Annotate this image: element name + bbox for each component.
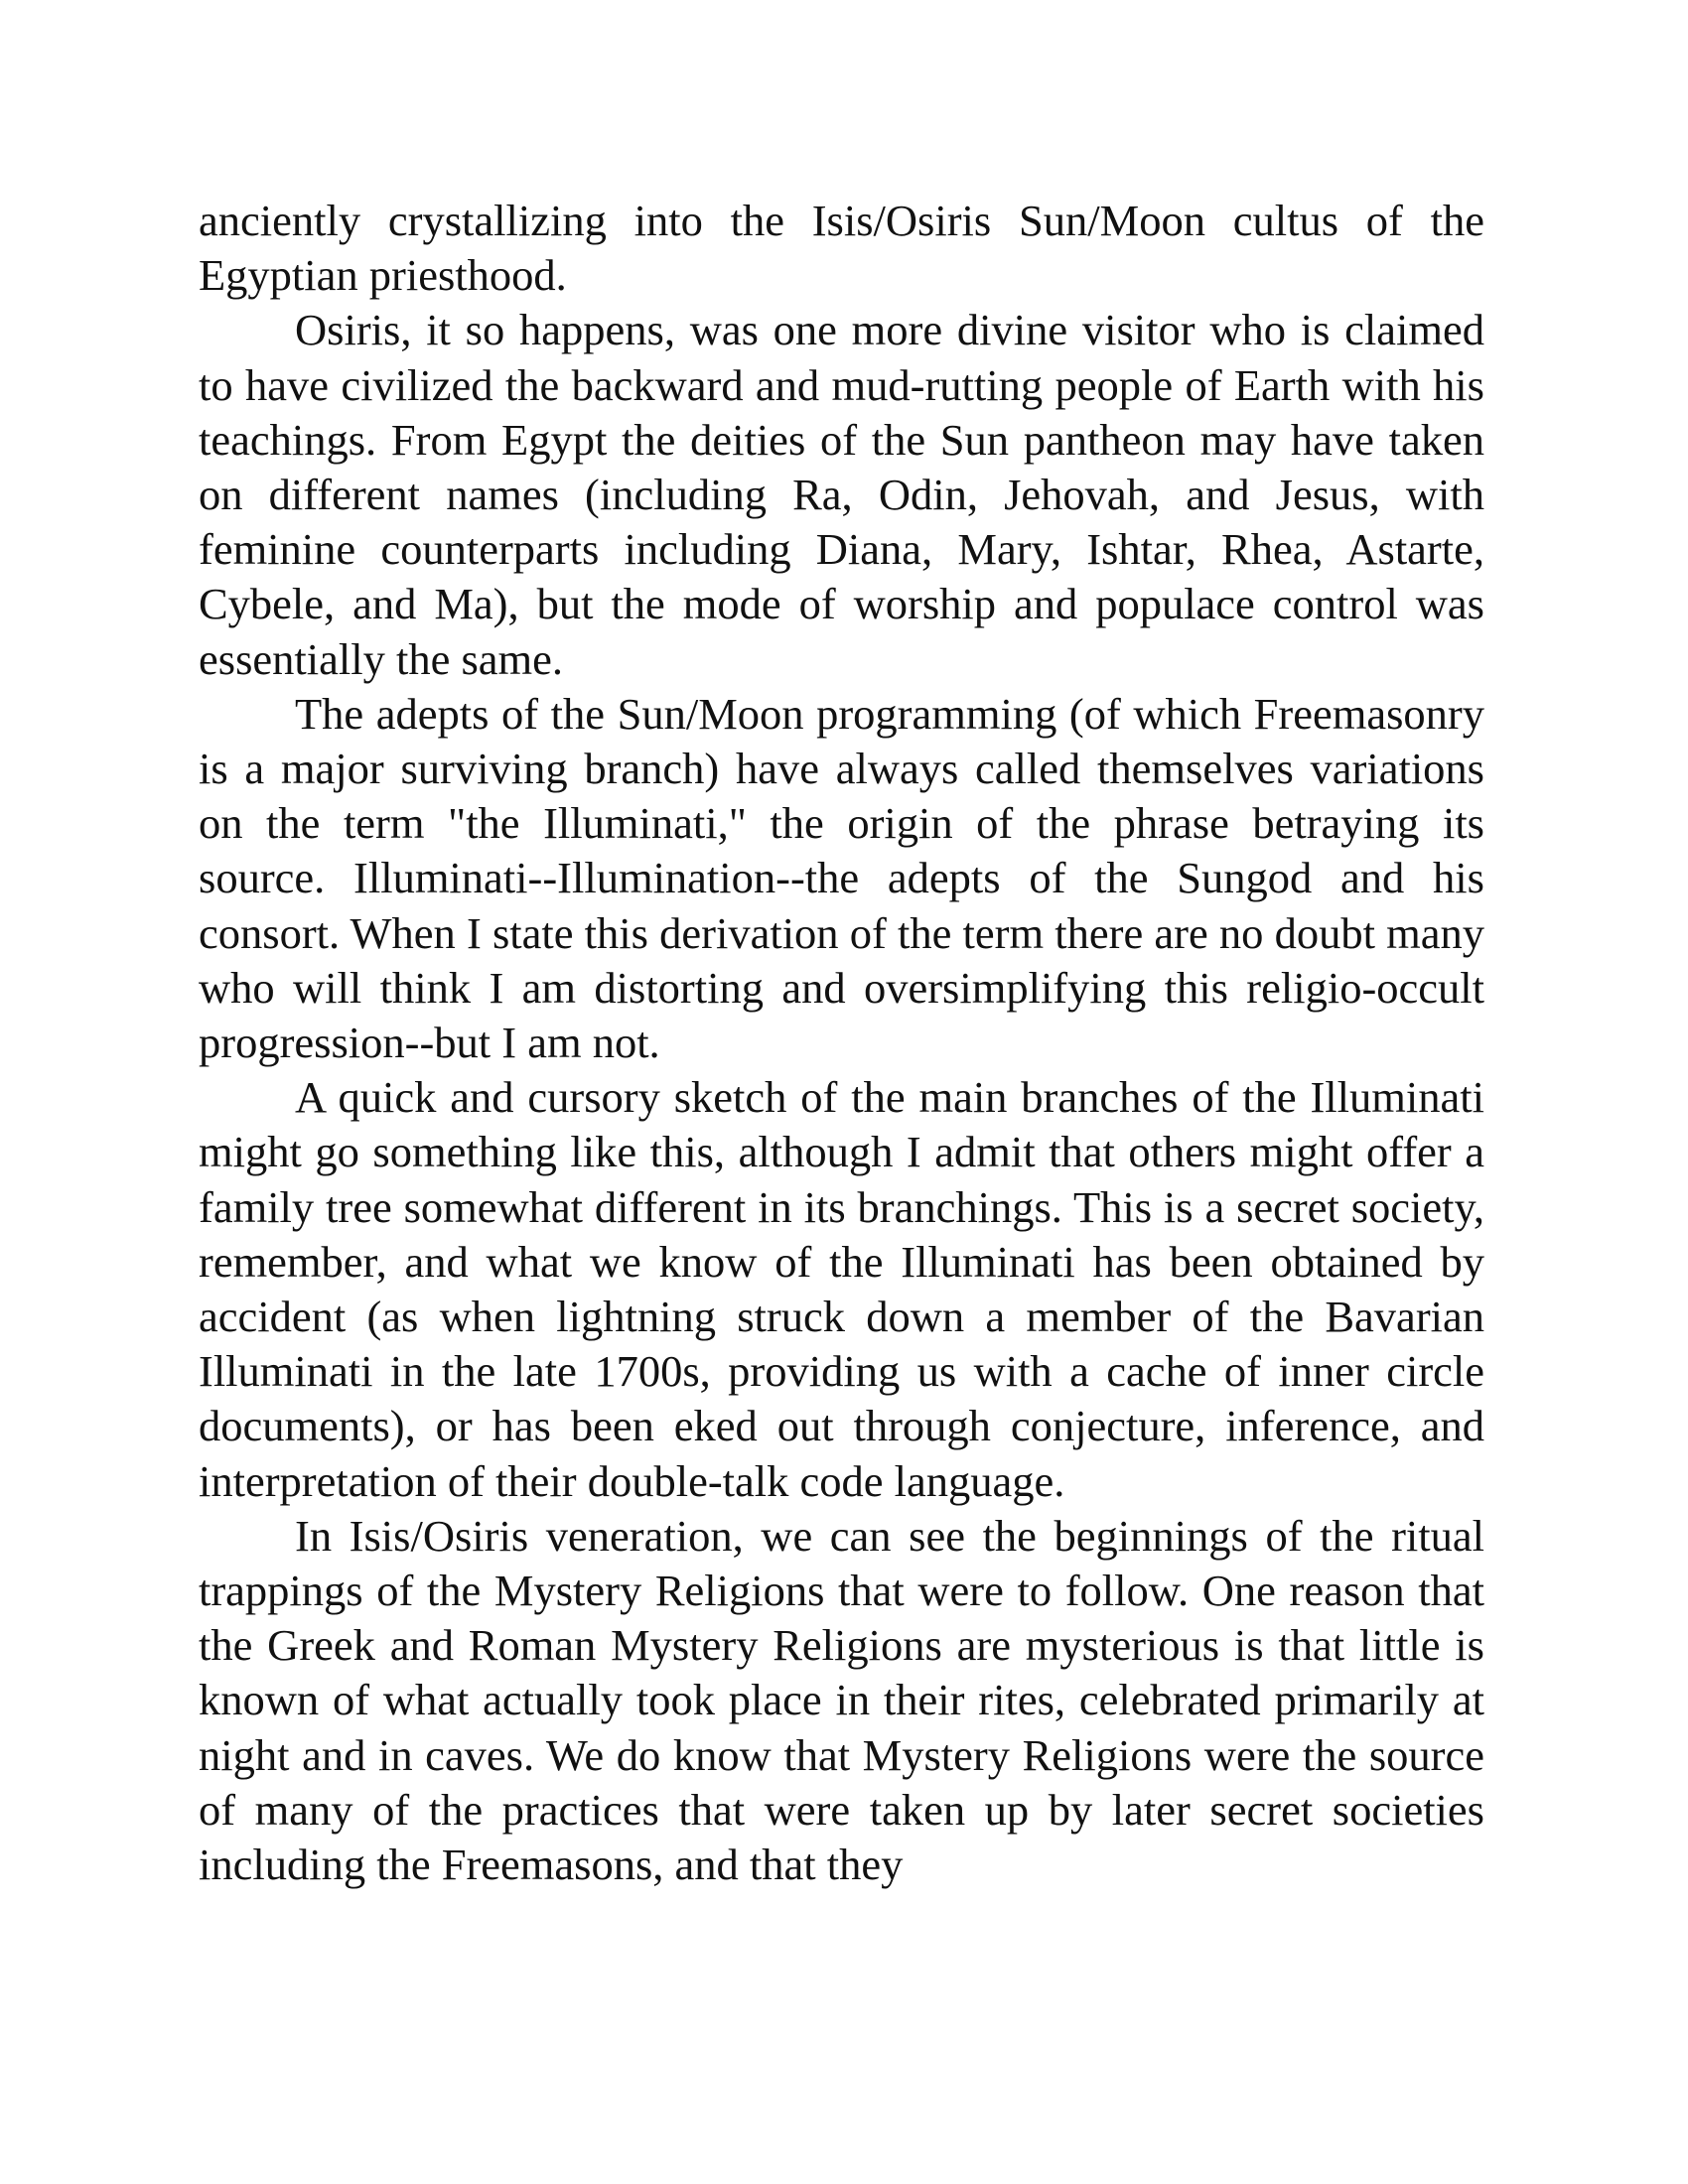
paragraph-illuminati-branches: A quick and cursory sketch of the main branches of the Illuminati might go something like this, although I admit that others might offer a family tree somewhat different in its branchings. This is a secret society, remember, and what we know of the Illuminati has been obtained by accident (as when lightning struck down a member of the Bavarian Illuminati in the late 1700s, providing us with a cache of inner circle documents), or has been eked out through conjecture, inference, and interpretation of their double-talk code language.: [199, 1072, 1484, 1506]
paragraph-illuminati-term: The adepts of the Sun/Moon programming (of which Freemasonry is a major surviving branch) have always called themselves variations on the term "the Illuminati," the origin of the phrase betraying its source. Illuminati--Illumination--the adepts of the Sungod and his consort. When I state this derivation of the term there are no doubt many who will think I am distorting and oversimplifying this religio-occult progression--but I am not.: [199, 688, 1484, 1068]
paragraph-mystery-religions: In Isis/Osiris veneration, we can see the beginnings of the ritual trappings of the Mystery Religions that were to follow. One reason that the Greek and Roman Mystery Religions are mysterious is that little is known of what actually took place in their rites, celebrated primarily at night and in caves. We do know that Mystery Religions were the source of many of the practices that were taken up by later secret societies including the Freemasons, and that they: [199, 1510, 1484, 1890]
paragraph-continuation: anciently crystallizing into the Isis/Osiris Sun/Moon cultus of the Egyptian priesthood.: [199, 196, 1484, 301]
document-page: [199, 194, 1484, 1892]
paragraph-osiris: Osiris, it so happens, was one more divine visitor who is claimed to have civilized the backward and mud-rutting people of Earth with his teachings. From Egypt the deities of the Sun pantheon may have taken on different names (including Ra, Odin, Jehovah, and Jesus, with feminine counterparts including Diana, Mary, Ishtar, Rhea, Astarte, Cybele, and Ma), but the mode of worship and populace control was essentially the same.: [199, 305, 1484, 684]
